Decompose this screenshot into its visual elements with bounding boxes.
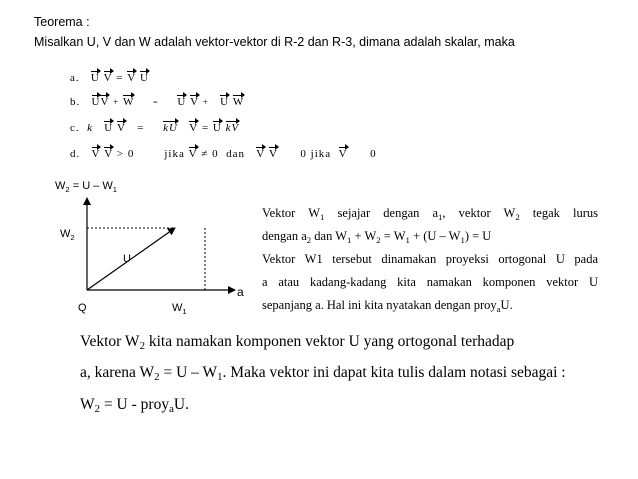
label-w1: $W_1$ xyxy=(172,302,187,316)
label-a: a xyxy=(237,285,244,299)
bottom-line-3: $W_2 = U$ - proy$_a$U. xyxy=(80,396,189,415)
theorem-item-c: c. k U V = kU V = U kV xyxy=(70,122,240,134)
diagram-title: $W_2 = U - W_1$ xyxy=(55,180,118,194)
theorem-item-b: b. UV + W = U V + U W xyxy=(70,96,245,108)
paragraph-line-1: Vektor $W_1$ sejajar dengan $a_1$, vektor $W_2$ tegak lurus xyxy=(262,206,599,222)
label-q: Q xyxy=(78,302,87,314)
paragraph-line-3: Vektor W1 tersebut dinamakan proyeksi ortogonal U pada xyxy=(262,252,598,266)
label-u: U xyxy=(123,253,131,265)
paragraph-line-2: dengan $a_2$ dan $W_1 + W_2 = W_1 + (U - W_1) = U$ xyxy=(262,229,492,245)
theorem-intro: Misalkan U, V dan W adalah vektor-vektor di R-2 dan R-3, dimana adalah skalar, maka xyxy=(34,35,515,49)
theorem-title: Teorema : xyxy=(34,15,90,29)
vector-u xyxy=(87,228,175,290)
bottom-line-2: a, karena $W_2 = U - W_1$. Maka vektor ini dapat kita tulis dalam notasi sebagai : xyxy=(80,364,566,383)
theorem-item-a: a. U V = V U xyxy=(70,72,149,84)
bottom-line-1: Vektor $W_2$ kita namakan komponen vektor U yang ortogonal terhadap xyxy=(80,333,515,352)
paragraph-line-4: a atau kadang-kadang kita namakan komponen vektor U xyxy=(262,275,598,289)
explanation-paragraph xyxy=(262,202,598,317)
theorem-item-d: d. V V > 0 jika V ≠ 0 dan V V 0 jika V 0 xyxy=(70,148,377,160)
label-w2: $W_2$ xyxy=(60,228,75,242)
paragraph-line-5: sepanjang a. Hal ini kita nyatakan dengan proy$_a$U. xyxy=(262,298,513,314)
